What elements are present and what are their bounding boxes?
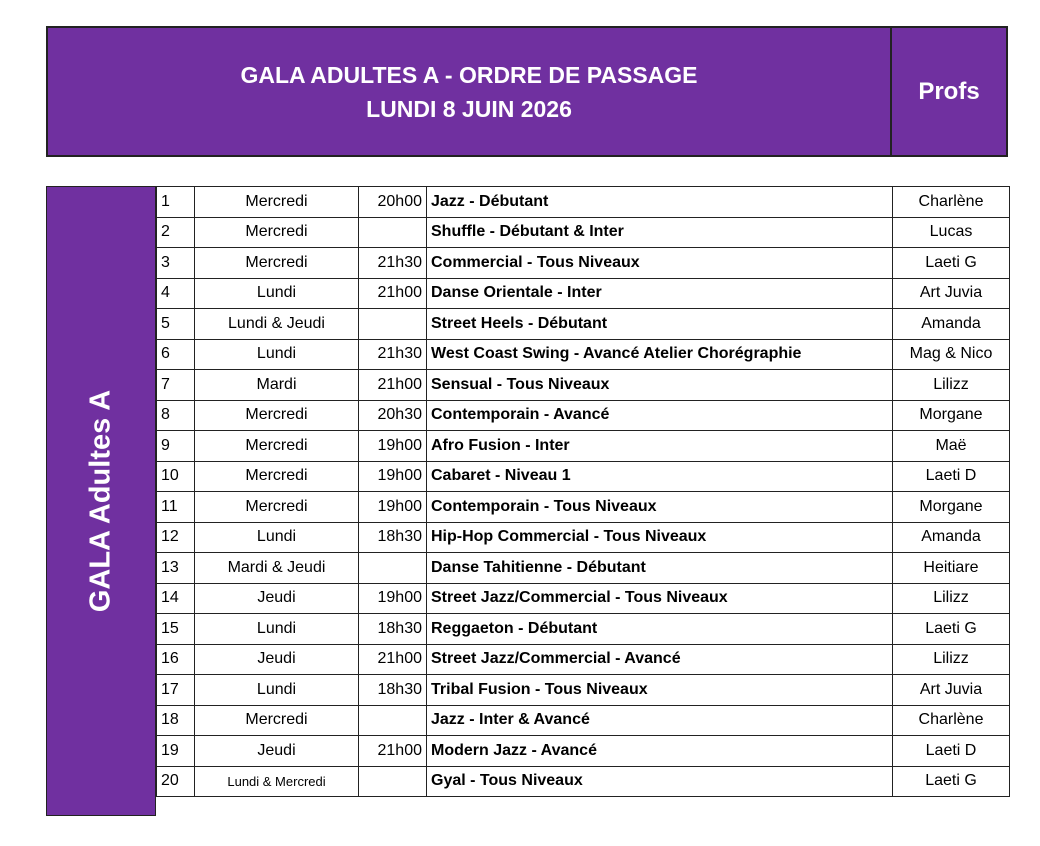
row-time: 19h00	[359, 461, 427, 492]
schedule-table	[156, 186, 1010, 797]
row-day: Lundi & Jeudi	[195, 309, 359, 340]
row-number: 5	[157, 309, 195, 340]
row-time: 20h30	[359, 400, 427, 431]
header-banner	[46, 26, 1008, 157]
row-day: Lundi	[195, 522, 359, 553]
row-course: Modern Jazz - Avancé	[427, 736, 893, 767]
row-course: Commercial - Tous Niveaux	[427, 248, 893, 279]
row-number: 8	[157, 400, 195, 431]
row-number: 16	[157, 644, 195, 675]
row-prof: Laeti D	[893, 736, 1010, 767]
row-number: 12	[157, 522, 195, 553]
row-prof: Maë	[893, 431, 1010, 462]
row-course: Sensual - Tous Niveaux	[427, 370, 893, 401]
row-number: 14	[157, 583, 195, 614]
row-prof: Mag & Nico	[893, 339, 1010, 370]
row-prof: Lilizz	[893, 644, 1010, 675]
row-number: 3	[157, 248, 195, 279]
row-time	[359, 766, 427, 797]
row-prof: Heitiare	[893, 553, 1010, 584]
table-row	[157, 339, 1010, 370]
row-number: 19	[157, 736, 195, 767]
row-number: 1	[157, 187, 195, 218]
row-prof: Charlène	[893, 187, 1010, 218]
row-number: 20	[157, 766, 195, 797]
row-course: Reggaeton - Débutant	[427, 614, 893, 645]
row-prof: Art Juvia	[893, 675, 1010, 706]
row-course: Cabaret - Niveau 1	[427, 461, 893, 492]
row-number: 2	[157, 217, 195, 248]
row-course: Shuffle - Débutant & Inter	[427, 217, 893, 248]
row-course: Contemporain - Tous Niveaux	[427, 492, 893, 523]
page-subtitle-date: LUNDI 8 JUIN 2026	[366, 95, 572, 122]
table-row	[157, 553, 1010, 584]
row-time: 18h30	[359, 522, 427, 553]
row-time: 21h00	[359, 736, 427, 767]
row-time: 21h00	[359, 644, 427, 675]
row-course: Afro Fusion - Inter	[427, 431, 893, 462]
row-time: 18h30	[359, 675, 427, 706]
row-prof: Laeti G	[893, 248, 1010, 279]
table-row	[157, 522, 1010, 553]
row-time	[359, 217, 427, 248]
row-prof: Amanda	[893, 309, 1010, 340]
row-day: Lundi	[195, 278, 359, 309]
row-prof: Laeti G	[893, 766, 1010, 797]
row-number: 6	[157, 339, 195, 370]
row-time: 20h00	[359, 187, 427, 218]
row-day: Mardi	[195, 370, 359, 401]
row-number: 4	[157, 278, 195, 309]
row-day: Mercredi	[195, 492, 359, 523]
row-day: Lundi	[195, 339, 359, 370]
table-row	[157, 492, 1010, 523]
row-day: Lundi	[195, 675, 359, 706]
page-title: GALA ADULTES A - ORDRE DE PASSAGE	[240, 61, 698, 88]
row-day: Mardi & Jeudi	[195, 553, 359, 584]
row-course: Hip-Hop Commercial - Tous Niveaux	[427, 522, 893, 553]
row-course: Gyal - Tous Niveaux	[427, 766, 893, 797]
row-prof: Art Juvia	[893, 278, 1010, 309]
row-prof: Charlène	[893, 705, 1010, 736]
row-number: 7	[157, 370, 195, 401]
row-prof: Amanda	[893, 522, 1010, 553]
table-row	[157, 217, 1010, 248]
row-time: 19h00	[359, 431, 427, 462]
row-prof: Laeti G	[893, 614, 1010, 645]
row-prof: Lilizz	[893, 370, 1010, 401]
row-course: Danse Tahitienne - Débutant	[427, 553, 893, 584]
table-row	[157, 614, 1010, 645]
table-row	[157, 583, 1010, 614]
row-day: Mercredi	[195, 400, 359, 431]
row-course: Danse Orientale - Inter	[427, 278, 893, 309]
table-row	[157, 644, 1010, 675]
row-course: West Coast Swing - Avancé Atelier Chorégraphie	[427, 339, 893, 370]
table-row	[157, 461, 1010, 492]
row-number: 10	[157, 461, 195, 492]
row-number: 18	[157, 705, 195, 736]
table-row	[157, 705, 1010, 736]
row-course: Tribal Fusion - Tous Niveaux	[427, 675, 893, 706]
table-row	[157, 400, 1010, 431]
row-day: Mercredi	[195, 705, 359, 736]
row-prof: Morgane	[893, 400, 1010, 431]
row-number: 9	[157, 431, 195, 462]
row-prof: Laeti D	[893, 461, 1010, 492]
table-row	[157, 370, 1010, 401]
row-prof: Morgane	[893, 492, 1010, 523]
row-time	[359, 553, 427, 584]
row-time	[359, 705, 427, 736]
row-day: Lundi & Mercredi	[195, 766, 359, 797]
row-course: Street Heels - Débutant	[427, 309, 893, 340]
table-row	[157, 278, 1010, 309]
row-course: Street Jazz/Commercial - Avancé	[427, 644, 893, 675]
table-row	[157, 309, 1010, 340]
row-prof: Lucas	[893, 217, 1010, 248]
table-row	[157, 766, 1010, 797]
row-time	[359, 309, 427, 340]
row-day: Lundi	[195, 614, 359, 645]
row-number: 15	[157, 614, 195, 645]
title-block	[48, 28, 892, 155]
row-time: 21h00	[359, 370, 427, 401]
side-label-text: GALA Adultes A	[84, 389, 117, 613]
row-number: 11	[157, 492, 195, 523]
row-day: Jeudi	[195, 644, 359, 675]
row-number: 13	[157, 553, 195, 584]
table-row	[157, 248, 1010, 279]
row-time: 21h00	[359, 278, 427, 309]
row-course: Contemporain - Avancé	[427, 400, 893, 431]
table-row	[157, 187, 1010, 218]
row-time: 21h30	[359, 339, 427, 370]
profs-header: Profs	[918, 77, 980, 105]
row-time: 18h30	[359, 614, 427, 645]
row-day: Mercredi	[195, 187, 359, 218]
row-day: Mercredi	[195, 217, 359, 248]
row-day: Jeudi	[195, 583, 359, 614]
group-side-label	[46, 186, 156, 816]
row-day: Mercredi	[195, 431, 359, 462]
row-course: Jazz - Inter & Avancé	[427, 705, 893, 736]
table-row	[157, 675, 1010, 706]
row-prof: Lilizz	[893, 583, 1010, 614]
row-course: Jazz - Débutant	[427, 187, 893, 218]
row-time: 19h00	[359, 583, 427, 614]
row-day: Jeudi	[195, 736, 359, 767]
row-day: Mercredi	[195, 248, 359, 279]
row-course: Street Jazz/Commercial - Tous Niveaux	[427, 583, 893, 614]
row-time: 19h00	[359, 492, 427, 523]
row-time: 21h30	[359, 248, 427, 279]
table-row	[157, 736, 1010, 767]
table-row	[157, 431, 1010, 462]
row-day: Mercredi	[195, 461, 359, 492]
row-number: 17	[157, 675, 195, 706]
